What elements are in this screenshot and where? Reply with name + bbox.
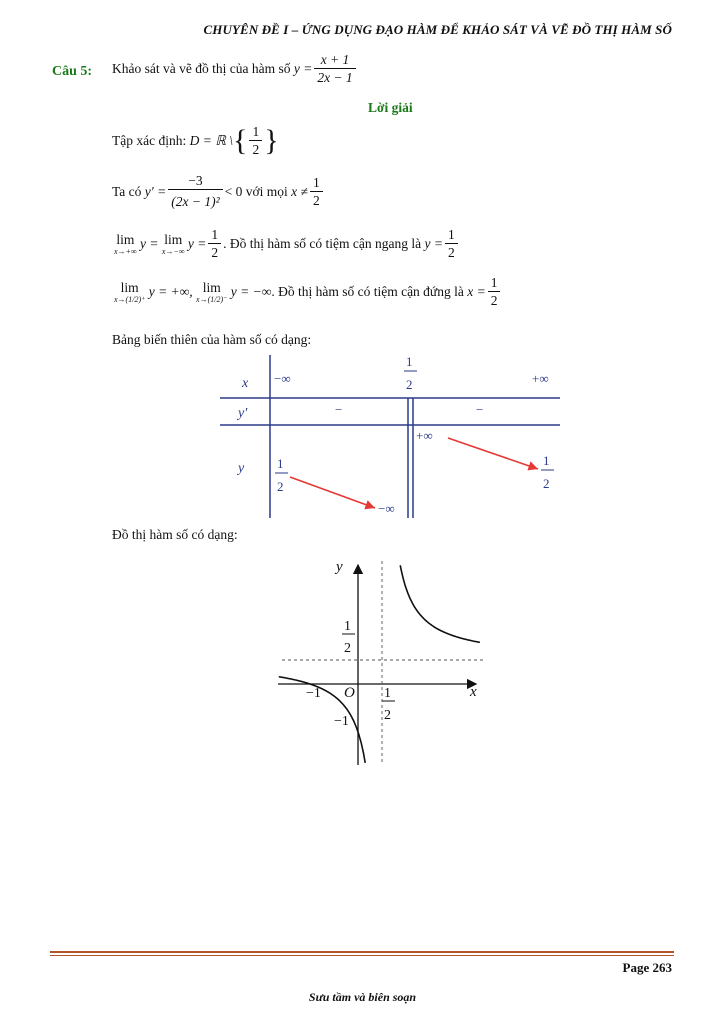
lim-v-half: [488, 275, 501, 309]
derivative-line: [112, 173, 325, 210]
row-yp-label: y′: [238, 406, 248, 421]
domain-fraction: [249, 124, 262, 158]
lim4-sub: x→(1/2)⁻: [196, 294, 228, 304]
lim3-sub: x→(1/2)⁺: [114, 294, 146, 304]
deriv-half-den: 2: [312, 192, 320, 208]
deriv-forall: với mọi: [245, 183, 288, 199]
deriv-ineq: < 0: [224, 183, 243, 199]
y-left-num: 1: [277, 456, 284, 471]
lim4-word: lim: [202, 279, 221, 295]
graph-caption: Đồ thị hàm số có dạng:: [112, 527, 238, 542]
origin-label: O: [344, 685, 355, 701]
x-mid-num: 1: [406, 354, 413, 369]
lim-h-num: 1: [445, 227, 458, 244]
y-right-den: 2: [543, 476, 550, 491]
lim3-val: y = +∞,: [148, 284, 193, 299]
lim-v-text: . Đồ thị hàm số có tiệm cận đứng là: [271, 284, 464, 299]
lim-half: [208, 227, 221, 261]
row-y-label: y: [238, 461, 245, 476]
decrease-arrow-right: [448, 438, 538, 469]
footer-credit: Sưu tầm và biên soạn: [308, 990, 417, 1004]
lim2-sub: x→−∞: [161, 246, 185, 256]
y-axis-label: y: [336, 559, 343, 575]
lim-h-half: [445, 227, 458, 261]
page-number: Page 263: [622, 960, 672, 975]
footer-rule-thin: [50, 955, 674, 956]
domain-expr: D = ℝ \: [189, 133, 234, 148]
variation-table: [220, 350, 562, 520]
deriv-half: [310, 175, 323, 209]
lim1-sub: x→+∞: [114, 246, 137, 256]
deriv-num: −3: [168, 173, 222, 190]
left-brace: {: [233, 124, 248, 157]
x-tick-neg-one: −1: [306, 686, 321, 701]
question-fraction: [314, 52, 355, 86]
deriv-prefix: Ta có: [112, 183, 142, 199]
lim-half-minus: [196, 281, 227, 304]
deriv-x: x ≠: [291, 183, 308, 199]
lim3-word: lim: [120, 279, 139, 295]
lim2-y: y =: [187, 236, 207, 251]
question-statement: [112, 52, 358, 86]
lim-minus-inf: [162, 233, 185, 256]
lim-v-eq: x =: [467, 284, 486, 299]
lim-plus-inf: [114, 233, 137, 256]
y-plus-inf: +∞: [416, 428, 433, 443]
yp-left-sign: −: [335, 402, 343, 417]
row-x-label: x: [242, 376, 249, 391]
lim-h-den: 2: [447, 245, 455, 260]
domain-text: Tập xác định:: [112, 133, 187, 148]
question-label: Câu 5:: [52, 64, 93, 79]
lim4-val: y = −∞: [230, 284, 272, 299]
y-half-den: 2: [344, 641, 351, 656]
y-minus-inf: −∞: [378, 501, 395, 516]
x-half-num: 1: [384, 686, 391, 701]
function-graph: [278, 553, 493, 768]
yp-right-sign: −: [476, 402, 484, 417]
lim-v-den: 2: [490, 293, 498, 308]
decrease-arrow-left: [290, 477, 375, 508]
lim-h-eq: y =: [424, 236, 443, 251]
curve-right-branch: [400, 565, 480, 642]
table-caption: Bảng biến thiên của hàm số có dạng:: [112, 332, 312, 347]
lim1-y: y =: [140, 236, 159, 251]
lim-v-num: 1: [488, 275, 501, 292]
page-header: CHUYÊN ĐỀ I – ỨNG DỤNG ĐẠO HÀM ĐỂ KHẢO SÁT VÀ VẼ ĐỒ THỊ HÀM SỐ: [203, 22, 672, 37]
deriv-den: (2x − 1)²: [171, 194, 220, 209]
lim-half-den: 2: [211, 245, 219, 260]
x-axis-label: x: [470, 684, 477, 700]
question-y-eq: y =: [293, 61, 313, 76]
domain-line: [112, 124, 279, 158]
deriv-y: y′ =: [144, 183, 167, 199]
footer-rule-thick: [50, 951, 674, 953]
x-right-inf: +∞: [532, 371, 549, 386]
lim1-word: lim: [116, 231, 135, 247]
vertical-limit-line: [114, 275, 502, 309]
horizontal-limit-line: [114, 227, 460, 261]
lim2-word: lim: [164, 231, 183, 247]
question-text: Khảo sát và vẽ đồ thị của hàm số: [112, 61, 291, 76]
domain-frac-num: 1: [249, 124, 262, 141]
domain-frac-den: 2: [252, 142, 260, 157]
x-half-den: 2: [384, 708, 391, 723]
deriv-half-num: 1: [310, 175, 323, 192]
right-brace: }: [264, 124, 279, 157]
lim-half-num: 1: [208, 227, 221, 244]
y-right-num: 1: [543, 453, 550, 468]
y-tick-neg-one: −1: [334, 714, 349, 729]
question-den: 2x − 1: [317, 70, 353, 85]
deriv-fraction: [168, 173, 222, 210]
x-mid-den: 2: [406, 377, 413, 392]
lim-h-text: . Đồ thị hàm số có tiệm cận ngang là: [223, 236, 422, 251]
lim-half-plus: [114, 281, 145, 304]
x-left-inf: −∞: [274, 371, 291, 386]
solution-title: Lời giải: [368, 100, 413, 115]
question-num: x + 1: [314, 52, 355, 69]
y-left-den: 2: [277, 479, 284, 494]
y-half-num: 1: [344, 619, 351, 634]
